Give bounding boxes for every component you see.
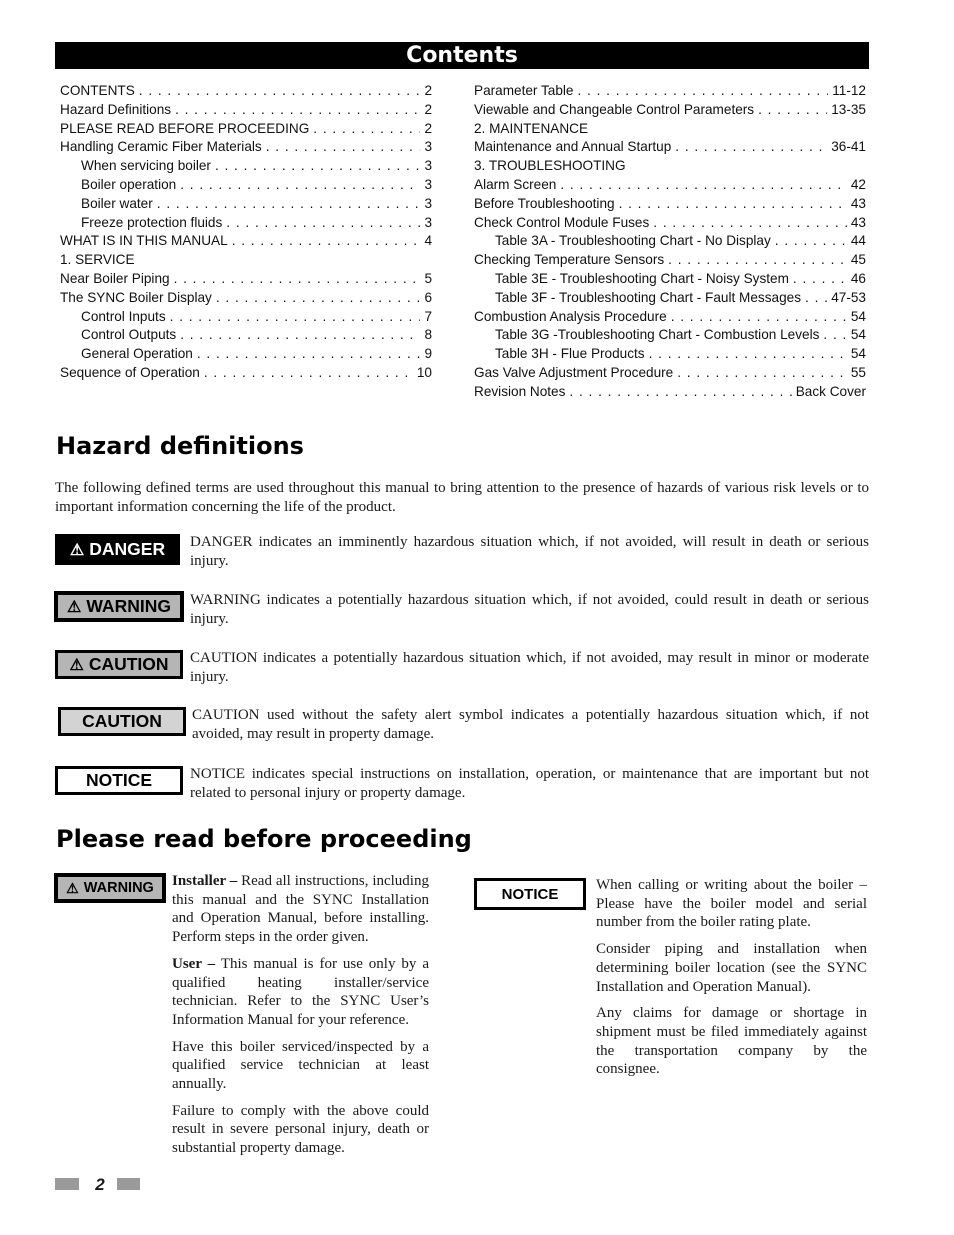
- toc-leader-dots: [578, 82, 829, 101]
- toc-entry: [474, 251, 866, 270]
- toc-entry-label: WHAT IS IN THIS MANUAL: [60, 233, 228, 249]
- toc-entry: [474, 214, 866, 233]
- toc-entry: [474, 364, 866, 383]
- toc-entry: [474, 270, 866, 289]
- toc-leader-dots: [675, 138, 827, 157]
- warning-label: ⚠ WARNING: [55, 592, 183, 621]
- toc-entry-label: Boiler operation: [81, 176, 177, 192]
- toc-entry-label: CONTENTS: [60, 83, 135, 98]
- toc-entry: [474, 176, 866, 195]
- toc-entry: [60, 176, 432, 195]
- toc-entry-label: Table 3F - Troubleshooting Chart - Fault Messages: [495, 289, 802, 305]
- toc-entry-label: PLEASE READ BEFORE PROCEEDING: [60, 120, 310, 136]
- toc-entry-label: When servicing boiler: [81, 158, 211, 174]
- notice-label: NOTICE: [55, 766, 183, 795]
- toc-entry-page: 5: [424, 270, 432, 286]
- toc-entry: [474, 138, 866, 157]
- toc-entry: [474, 383, 866, 402]
- toc-leader-dots: [170, 308, 421, 327]
- toc-entry: [474, 308, 866, 327]
- toc-entry: [60, 195, 432, 214]
- hazard-heading: Hazard definitions: [56, 432, 304, 460]
- caution-plain-text: CAUTION used without the safety alert symbol indicates a potentially hazardous situation which, if not avoided, may result in property damage.: [192, 707, 869, 742]
- toc-entry-label: Maintenance and Annual Startup: [474, 139, 672, 155]
- toc-entry-label: Table 3H - Flue Products: [495, 346, 645, 362]
- toc-entry-label: Control Outputs: [81, 327, 177, 343]
- toc-entry: [60, 289, 432, 308]
- notice-text: NOTICE indicates special instructions on installation, operation, or maintenance that are important but not related to personal injury or property damage.: [190, 766, 869, 801]
- toc-entry: [60, 101, 432, 120]
- toc-entry-label: Hazard Definitions: [60, 101, 172, 117]
- toc-entry: [60, 345, 432, 364]
- toc-leader-dots: [197, 345, 421, 364]
- toc-leader-dots: [226, 214, 420, 233]
- toc-entry-label: General Operation: [81, 346, 193, 362]
- toc-entry-page: 36-41: [831, 139, 866, 155]
- toc-entry-page: 7: [424, 308, 432, 324]
- toc-right-column: [474, 82, 866, 402]
- toc-leader-dots: [653, 214, 847, 233]
- toc-entry: [474, 289, 866, 308]
- toc-entry-page: 11-12: [832, 83, 866, 98]
- toc-entry: [60, 270, 432, 289]
- toc-entry-page: 6: [424, 289, 432, 305]
- toc-entry-page: 44: [850, 233, 866, 249]
- toc-entry-label: Near Boiler Piping: [60, 270, 170, 286]
- toc-leader-dots: [569, 383, 791, 402]
- proceed-right-text: [596, 876, 867, 1087]
- toc-entry: [474, 120, 866, 139]
- toc-entry-page: 42: [850, 176, 866, 192]
- toc-entry: [474, 326, 866, 345]
- toc-entry-label: Control Inputs: [81, 308, 166, 324]
- caution-alert-text: CAUTION indicates a potentially hazardous situation which, if not avoided, may result in minor or moderate injury.: [190, 650, 869, 685]
- toc-leader-dots: [758, 101, 827, 120]
- toc-entry-page: 54: [850, 346, 866, 362]
- toc-entry-label: Freeze protection fluids: [81, 214, 223, 230]
- contents-title: Contents: [55, 42, 869, 69]
- toc-entry-page: 9: [424, 346, 432, 362]
- toc-entry-page: 3: [424, 139, 432, 155]
- toc-entry-label: The SYNC Boiler Display: [60, 289, 212, 305]
- toc-leader-dots: [215, 157, 420, 176]
- proceed-warning-label: ⚠ WARNING: [55, 874, 165, 902]
- toc-leader-dots: [174, 270, 421, 289]
- toc-entry: [60, 214, 432, 233]
- notice-paragraph-1: When calling or writing about the boiler – Please have the boiler model and serial number from the boiler rating plate.: [596, 877, 867, 931]
- toc-leader-dots: [216, 289, 421, 308]
- toc-entry-page: 54: [850, 308, 866, 324]
- toc-entry-label: 1. SERVICE: [60, 252, 135, 268]
- installer-lead: Installer –: [172, 873, 238, 889]
- toc-entry-label: 3. TROUBLESHOOTING: [474, 158, 626, 174]
- toc-entry-label: Viewable and Changeable Control Parameters: [474, 101, 755, 117]
- alert-triangle-icon: ⚠: [69, 541, 85, 559]
- toc-entry: [474, 195, 866, 214]
- hazard-intro: The following defined terms are used throughout this manual to bring attention to the presence of hazards of various risk levels or to important information concerning the life of the product.: [55, 480, 869, 515]
- failure-text: Failure to comply with the above could result in severe personal injury, death or substantial property damage.: [172, 1102, 429, 1157]
- toc-leader-dots: [139, 82, 421, 101]
- toc-entry-label: Table 3E - Troubleshooting Chart - Noisy System: [495, 270, 789, 286]
- proceed-notice-label: NOTICE: [474, 878, 586, 910]
- footer-bar-right: [117, 1178, 140, 1190]
- toc-entry-page: 3: [424, 158, 432, 174]
- toc-entry-label: Alarm Screen: [474, 176, 557, 192]
- toc-leader-dots: [668, 251, 847, 270]
- notice-paragraph-2: Consider piping and installation when determining boiler location (see the SYNC Installation and Operation Manual).: [596, 941, 867, 995]
- danger-label: ⚠ DANGER: [55, 534, 180, 565]
- toc-leader-dots: [180, 326, 420, 345]
- toc-entry-page: 2: [424, 120, 432, 136]
- page-number: 2: [95, 1175, 105, 1194]
- toc-entry: [60, 308, 432, 327]
- toc-entry: [60, 251, 432, 270]
- toc-entry-page: 8: [424, 327, 432, 343]
- toc-left-column: [60, 82, 432, 383]
- installer-text: Read all instructions, including this manual and the SYNC Installation and Operation Manual, before installing. Perform steps in the order given.: [172, 873, 429, 946]
- alert-triangle-icon: ⚠: [69, 656, 84, 674]
- toc-entry-page: 45: [850, 252, 866, 268]
- toc-leader-dots: [677, 364, 847, 383]
- toc-entry-page: 46: [850, 270, 866, 286]
- footer-bar-left: [55, 1178, 79, 1190]
- toc-leader-dots: [671, 308, 847, 327]
- toc-entry-page: 2: [424, 101, 432, 117]
- toc-entry: [474, 82, 866, 101]
- toc-entry-label: Table 3A - Troubleshooting Chart - No Display: [495, 233, 771, 249]
- toc-leader-dots: [232, 232, 421, 251]
- toc-entry-page: 43: [850, 214, 866, 230]
- proceed-left-text: [172, 872, 429, 1166]
- toc-entry: [474, 232, 866, 251]
- toc-entry-page: 55: [850, 364, 866, 380]
- caution-plain-label: CAUTION: [58, 707, 186, 736]
- toc-entry-page: 43: [850, 195, 866, 211]
- toc-entry-label: Gas Valve Adjustment Procedure: [474, 364, 674, 380]
- toc-leader-dots: [560, 176, 847, 195]
- toc-leader-dots: [823, 326, 846, 345]
- toc-entry-page: 3: [424, 195, 432, 211]
- toc-leader-dots: [175, 101, 420, 120]
- toc-leader-dots: [775, 232, 847, 251]
- toc-entry-label: Handling Ceramic Fiber Materials: [60, 139, 262, 155]
- toc-entry-label: Boiler water: [81, 195, 153, 211]
- user-text: This manual is for use only by a qualified heating installer/service technician. Refer to the SYNC User’s Information Manual for your reference.: [172, 955, 429, 1028]
- toc-entry: [60, 157, 432, 176]
- toc-entry-page: 4: [424, 233, 432, 249]
- toc-entry-label: Parameter Table: [474, 83, 574, 98]
- toc-leader-dots: [204, 364, 413, 383]
- toc-entry-page: 13-35: [831, 101, 866, 117]
- toc-entry: [60, 326, 432, 345]
- toc-leader-dots: [649, 345, 847, 364]
- toc-entry-page: 3: [424, 214, 432, 230]
- service-text: Have this boiler serviced/inspected by a qualified service technician at least annually.: [172, 1038, 429, 1093]
- alert-triangle-icon: ⚠: [67, 598, 82, 616]
- toc-leader-dots: [180, 176, 420, 195]
- warning-text: WARNING indicates a potentially hazardous situation which, if not avoided, could result in death or serious injury.: [190, 592, 869, 627]
- user-lead: User –: [172, 955, 216, 972]
- toc-entry: [60, 364, 432, 383]
- toc-leader-dots: [157, 195, 421, 214]
- toc-entry-page: 10: [416, 364, 432, 380]
- toc-entry-page: 3: [424, 176, 432, 192]
- toc-entry-label: Before Troubleshooting: [474, 195, 615, 211]
- notice-paragraph-3: Any claims for damage or shortage in shipment must be filed immediately against the transportation company by the consignee.: [596, 1005, 867, 1078]
- toc-leader-dots: [619, 195, 847, 214]
- toc-entry: [474, 345, 866, 364]
- toc-entry-label: Check Control Module Fuses: [474, 214, 650, 230]
- toc-entry: [60, 232, 432, 251]
- toc-entry: [60, 120, 432, 139]
- toc-leader-dots: [313, 120, 420, 139]
- toc-entry: [60, 82, 432, 101]
- danger-text: DANGER indicates an imminently hazardous situation which, if not avoided, will result in death or serious injury.: [190, 534, 869, 569]
- toc-entry-page: Back Cover: [795, 383, 866, 399]
- toc-entry: [474, 101, 866, 120]
- toc-entry-page: 47-53: [831, 289, 866, 305]
- toc-entry-label: Checking Temperature Sensors: [474, 252, 665, 268]
- proceed-heading: Please read before proceeding: [56, 825, 472, 853]
- toc-entry-label: Sequence of Operation: [60, 364, 200, 380]
- caution-alert-label: ⚠ CAUTION: [55, 650, 183, 679]
- toc-leader-dots: [805, 289, 827, 308]
- toc-entry-label: Revision Notes: [474, 383, 566, 399]
- toc-entry: [474, 157, 866, 176]
- toc-entry-label: 2. MAINTENANCE: [474, 120, 589, 136]
- toc-leader-dots: [793, 270, 847, 289]
- toc-entry-label: Combustion Analysis Procedure: [474, 308, 667, 324]
- alert-triangle-icon: ⚠: [66, 879, 79, 896]
- toc-entry: [60, 138, 432, 157]
- toc-entry-page: 2: [424, 83, 432, 98]
- toc-entry-label: Table 3G -Troubleshooting Chart - Combustion Levels: [495, 327, 820, 343]
- toc-entry-page: 54: [850, 327, 866, 343]
- toc-leader-dots: [266, 138, 421, 157]
